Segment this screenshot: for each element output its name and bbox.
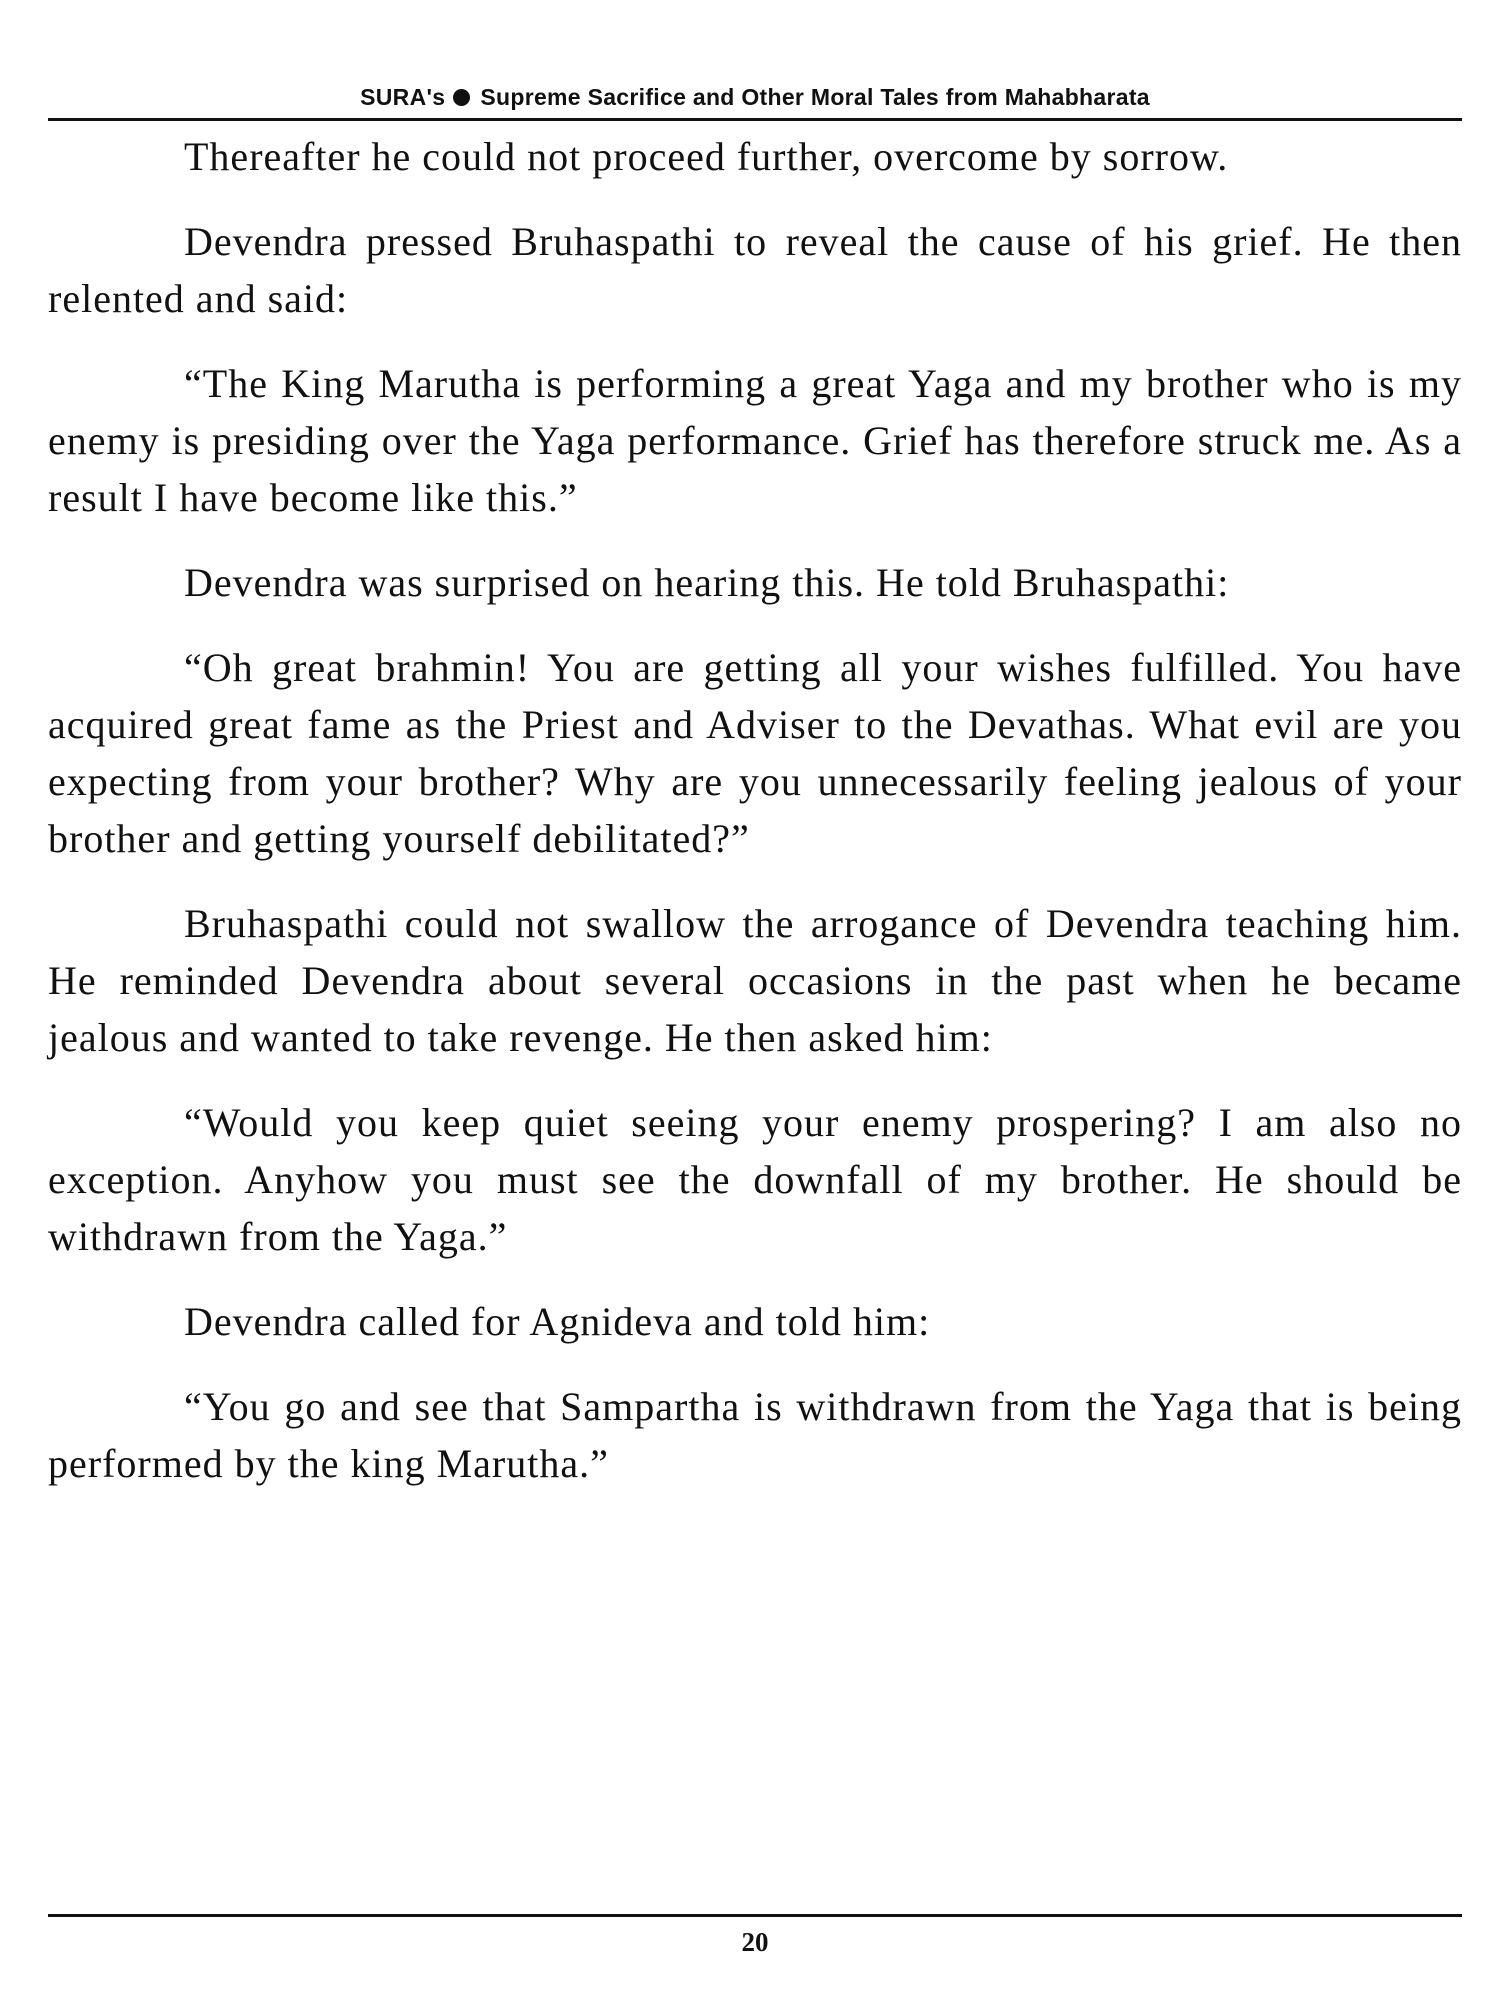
header-rule — [48, 118, 1462, 121]
paragraph: “Oh great brahmin! You are getting all your wishes fulfilled. You have acquired great fame as the Priest and Adviser to the Devathas. What evil are you expecting from your brother? Why are you unnecessarily feeling jealous of your brother and getting yourself debilitated?” — [48, 645, 1462, 861]
paragraph: Bruhaspathi could not swallow the arrogance of Devendra teaching him. He reminded Devendra about several occasions in the past when he became jealous and wanted to take revenge. He then asked him: — [48, 901, 1462, 1060]
footer-rule — [48, 1914, 1462, 1917]
bullet-icon — [453, 89, 470, 106]
page-body — [48, 128, 1462, 1520]
paragraph: Thereafter he could not proceed further, overcome by sorrow. — [184, 134, 1229, 179]
paragraph: Devendra called for Agnideva and told him: — [184, 1299, 931, 1344]
paragraph: Devendra pressed Bruhaspathi to reveal the cause of his grief. He then relented and said: — [48, 219, 1462, 321]
header-book-title: Supreme Sacrifice and Other Moral Tales from Mahabharata — [480, 84, 1150, 110]
paragraph: “The King Marutha is performing a great Yaga and my brother who is my enemy is presiding over the Yaga performance. Grief has therefore struck me. As a result I have become like this.” — [48, 361, 1462, 520]
paragraph: Devendra was surprised on hearing this. He told Bruhaspathi: — [184, 560, 1230, 605]
paragraph: “You go and see that Sampartha is withdrawn from the Yaga that is being performed by the king Marutha.” — [48, 1384, 1462, 1486]
page-number: 20 — [741, 1927, 769, 1957]
paragraph: “Would you keep quiet seeing your enemy prospering? I am also no exception. Anyhow you must see the downfall of my brother. He should be withdrawn from the Yaga.” — [48, 1100, 1462, 1259]
running-header — [48, 78, 1462, 116]
header-publisher: SURA's — [360, 84, 446, 110]
